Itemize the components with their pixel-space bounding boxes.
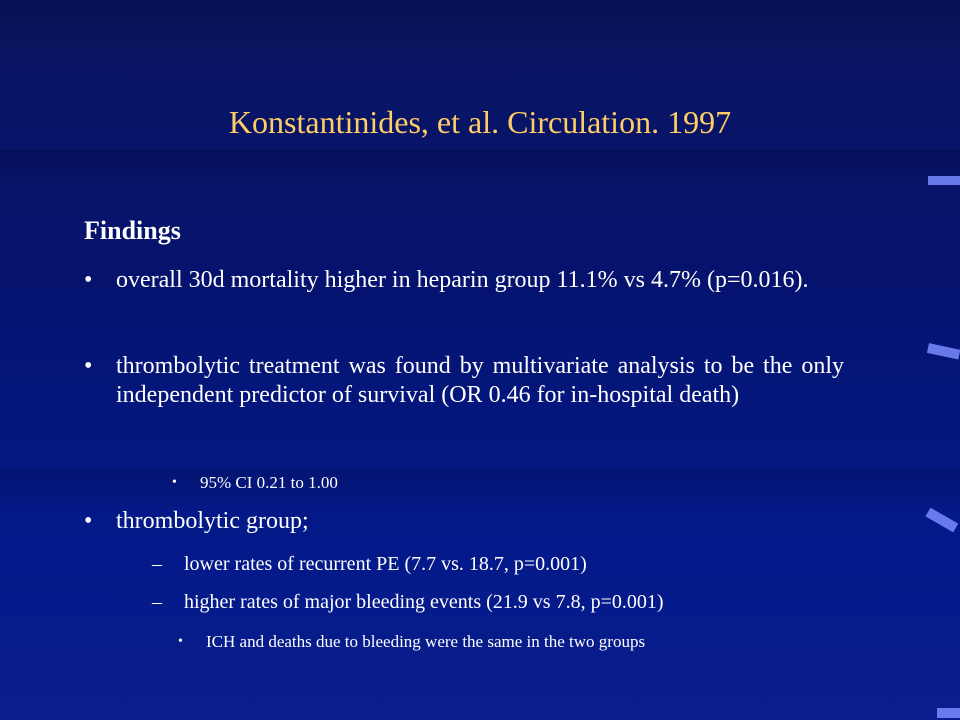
bullet-thrombolytic-group-marker: • xyxy=(84,508,93,534)
background-band-top xyxy=(0,0,960,60)
dash-major-bleeding-marker: – xyxy=(152,591,162,613)
bullet-mortality-marker: • xyxy=(84,267,93,293)
edge-decoration-4 xyxy=(937,708,960,718)
edge-decoration-1 xyxy=(928,176,960,185)
slide-title: Konstantinides, et al. Circulation. 1997 xyxy=(228,104,732,140)
dash-recurrent-pe-text: lower rates of recurrent PE (7.7 vs. 18.7, p=0.001) xyxy=(184,553,587,575)
edge-decoration-3 xyxy=(926,508,959,533)
subbullet-confidence-interval xyxy=(172,472,772,493)
subbullet-confidence-interval-text: 95% CI 0.21 to 1.00 xyxy=(200,473,338,492)
subbullet-ich-deaths xyxy=(178,631,858,652)
bullet-thrombolytic-group-text: thrombolytic group; xyxy=(116,508,309,534)
bullet-mortality-text: overall 30d mortality higher in heparin group 11.1% vs 4.7% (p=0.016). xyxy=(116,267,809,293)
dash-major-bleeding-text: higher rates of major bleeding events (21.9 vs 7.8, p=0.001) xyxy=(184,591,664,613)
subbullet-ich-deaths-text: ICH and deaths due to bleeding were the same in the two groups xyxy=(206,632,646,651)
bullet-thrombolytic-treatment xyxy=(84,352,844,410)
dash-major-bleeding xyxy=(152,590,852,614)
subbullet-confidence-interval-marker: • xyxy=(172,475,177,490)
edge-decoration-2 xyxy=(927,343,960,359)
findings-heading: Findings xyxy=(84,216,181,245)
subbullet-ich-deaths-marker: • xyxy=(178,634,183,649)
dash-recurrent-pe xyxy=(152,552,852,576)
bullet-thrombolytic-treatment-marker: • xyxy=(84,353,93,379)
bullet-thrombolytic-group xyxy=(84,507,844,536)
bullet-mortality xyxy=(84,266,844,295)
background-band-middle xyxy=(0,150,960,190)
dash-recurrent-pe-marker: – xyxy=(152,553,162,575)
bullet-thrombolytic-treatment-text: thrombolytic treatment was found by multivariate analysis to be the only independent predictor of survival (OR 0.46 for in-hospital death) xyxy=(116,353,844,408)
